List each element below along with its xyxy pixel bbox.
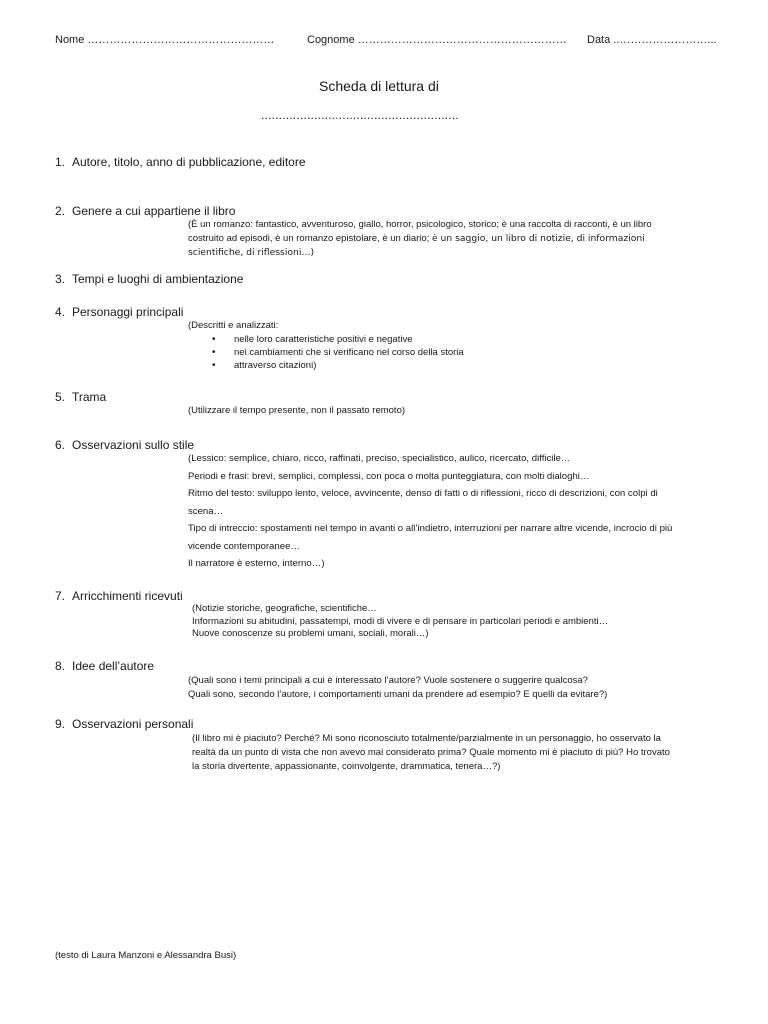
item-label: Genere a cui appartiene il libro bbox=[72, 204, 236, 218]
item-label: Osservazioni personali bbox=[72, 717, 194, 731]
trama-note: (Utilizzare il tempo presente, non il passato remoto) bbox=[188, 405, 406, 416]
item-number: 4. bbox=[55, 305, 66, 319]
bullet-icon: • bbox=[212, 347, 216, 358]
bullet-icon: • bbox=[212, 360, 216, 371]
cognome-field: Cognome ………………………………………………… bbox=[307, 34, 567, 46]
item-label: Trama bbox=[72, 390, 107, 404]
item-label: Personaggi principali bbox=[72, 305, 184, 319]
item-2 bbox=[55, 204, 235, 218]
arricchimenti-notes bbox=[192, 603, 608, 641]
arricchimenti-line: Nuove conoscenze su problemi umani, sociali, morali…) bbox=[192, 628, 429, 639]
page-title: Scheda di lettura di bbox=[319, 78, 439, 94]
item-7 bbox=[55, 589, 183, 603]
genere-note-line-2: costruito ad episodi, è un romanzo epistolare, è un diario; è un saggio, un libro di notizie, di informazioni bbox=[188, 233, 645, 244]
item-number: 8. bbox=[55, 659, 66, 673]
arricchimenti-line: (Notizie storiche, geografiche, scientifiche… bbox=[192, 603, 377, 614]
item-4 bbox=[55, 305, 183, 319]
item-3 bbox=[55, 272, 243, 286]
stile-line: (Lessico: semplice, chiaro, ricco, raffinati, preciso, specialistico, aulico, ricercato, difficile… bbox=[188, 453, 571, 464]
list-item: • nelle loro caratteristiche positivi e negative bbox=[212, 334, 413, 345]
personaggi-bullet-list bbox=[212, 333, 464, 372]
genere-note-line-1: (È un romanzo: fantastico, avventuroso, giallo, horror, psicologico, storico; è una raccolta di racconti, è un libro bbox=[188, 219, 652, 230]
item-1 bbox=[55, 155, 306, 169]
item-label: Tempi e luoghi di ambientazione bbox=[72, 272, 244, 286]
item-8 bbox=[55, 659, 154, 673]
personali-line: la storia divertente, appassionante, coinvolgente, drammatica, tenera…?) bbox=[192, 761, 501, 772]
stile-line: vicende contemporanee… bbox=[188, 540, 300, 552]
genere-note bbox=[188, 218, 652, 260]
list-item: • attraverso citazioni) bbox=[212, 360, 317, 371]
idee-line: Quali sono, secondo l’autore, i comportamenti umani da prendere ad esempio? E quelli da evitare?) bbox=[188, 688, 608, 700]
item-5 bbox=[55, 390, 106, 404]
stile-notes bbox=[188, 450, 672, 573]
data-field: Data ..……………………... bbox=[587, 34, 717, 46]
item-label: Idee dell’autore bbox=[72, 659, 155, 673]
footer-credit: (testo di Laura Manzoni e Alessandra Busi) bbox=[55, 950, 237, 961]
idee-line: (Quali sono i temi principali a cui è interessato l’autore? Vuole sostenere o suggerire qualcosa? bbox=[188, 675, 588, 686]
stile-line: Il narratore è esterno, interno…) bbox=[188, 558, 325, 569]
idee-notes bbox=[188, 674, 607, 701]
item-number: 2. bbox=[55, 204, 66, 218]
item-number: 9. bbox=[55, 717, 66, 731]
item-label: Osservazioni sullo stile bbox=[72, 438, 195, 452]
personaggi-intro: (Descritti e analizzati: bbox=[188, 320, 279, 331]
stile-line: Ritmo del testo: sviluppo lento, veloce, avvincente, denso di fatti o di riflessioni, ricco di descrizioni, con colpi di bbox=[188, 488, 658, 499]
title-dotted-line: ........................................................ bbox=[261, 108, 459, 122]
item-number: 7. bbox=[55, 589, 66, 603]
item-number: 5. bbox=[55, 390, 66, 404]
personali-line: (Il libro mi è piaciuto? Perché? Mi sono riconosciuto totalmente/parzialmente in un personaggio, ho osservato la bbox=[192, 733, 661, 744]
stile-line: scena… bbox=[188, 505, 224, 517]
genere-note-line-3: scientifiche, di riflessioni…) bbox=[188, 247, 315, 258]
arricchimenti-line: Informazioni su abitudini, passatempi, modi di vivere e di pensare in particolari periodi e ambienti… bbox=[192, 615, 609, 627]
nome-field: Nome …………………………………………… bbox=[55, 34, 275, 46]
item-label: Arricchimenti ricevuti bbox=[72, 589, 183, 603]
item-number: 3. bbox=[55, 272, 66, 286]
item-9 bbox=[55, 717, 193, 731]
list-item: • nei cambiamenti che si verificano nel corso della storia bbox=[212, 347, 464, 358]
personali-line: realtà da un punto di vista che non avevo mai considerato prima? Quale momento mi è piaciuto di più? Ho trovato bbox=[192, 747, 670, 758]
item-number: 6. bbox=[55, 438, 66, 452]
osservazioni-personali-notes bbox=[192, 732, 670, 774]
item-number: 1. bbox=[55, 155, 66, 169]
stile-line: Periodi e frasi: brevi, semplici, complessi, con poca o molta punteggiatura, con molti dialoghi… bbox=[188, 470, 590, 482]
stile-line: Tipo di intreccio: spostamenti nel tempo in avanti o all’indietro, interruzioni per narrare altre vicende, incrocio di più bbox=[188, 523, 673, 534]
item-6 bbox=[55, 438, 194, 452]
item-label: Autore, titolo, anno di pubblicazione, editore bbox=[72, 155, 306, 169]
bullet-icon: • bbox=[212, 334, 216, 345]
